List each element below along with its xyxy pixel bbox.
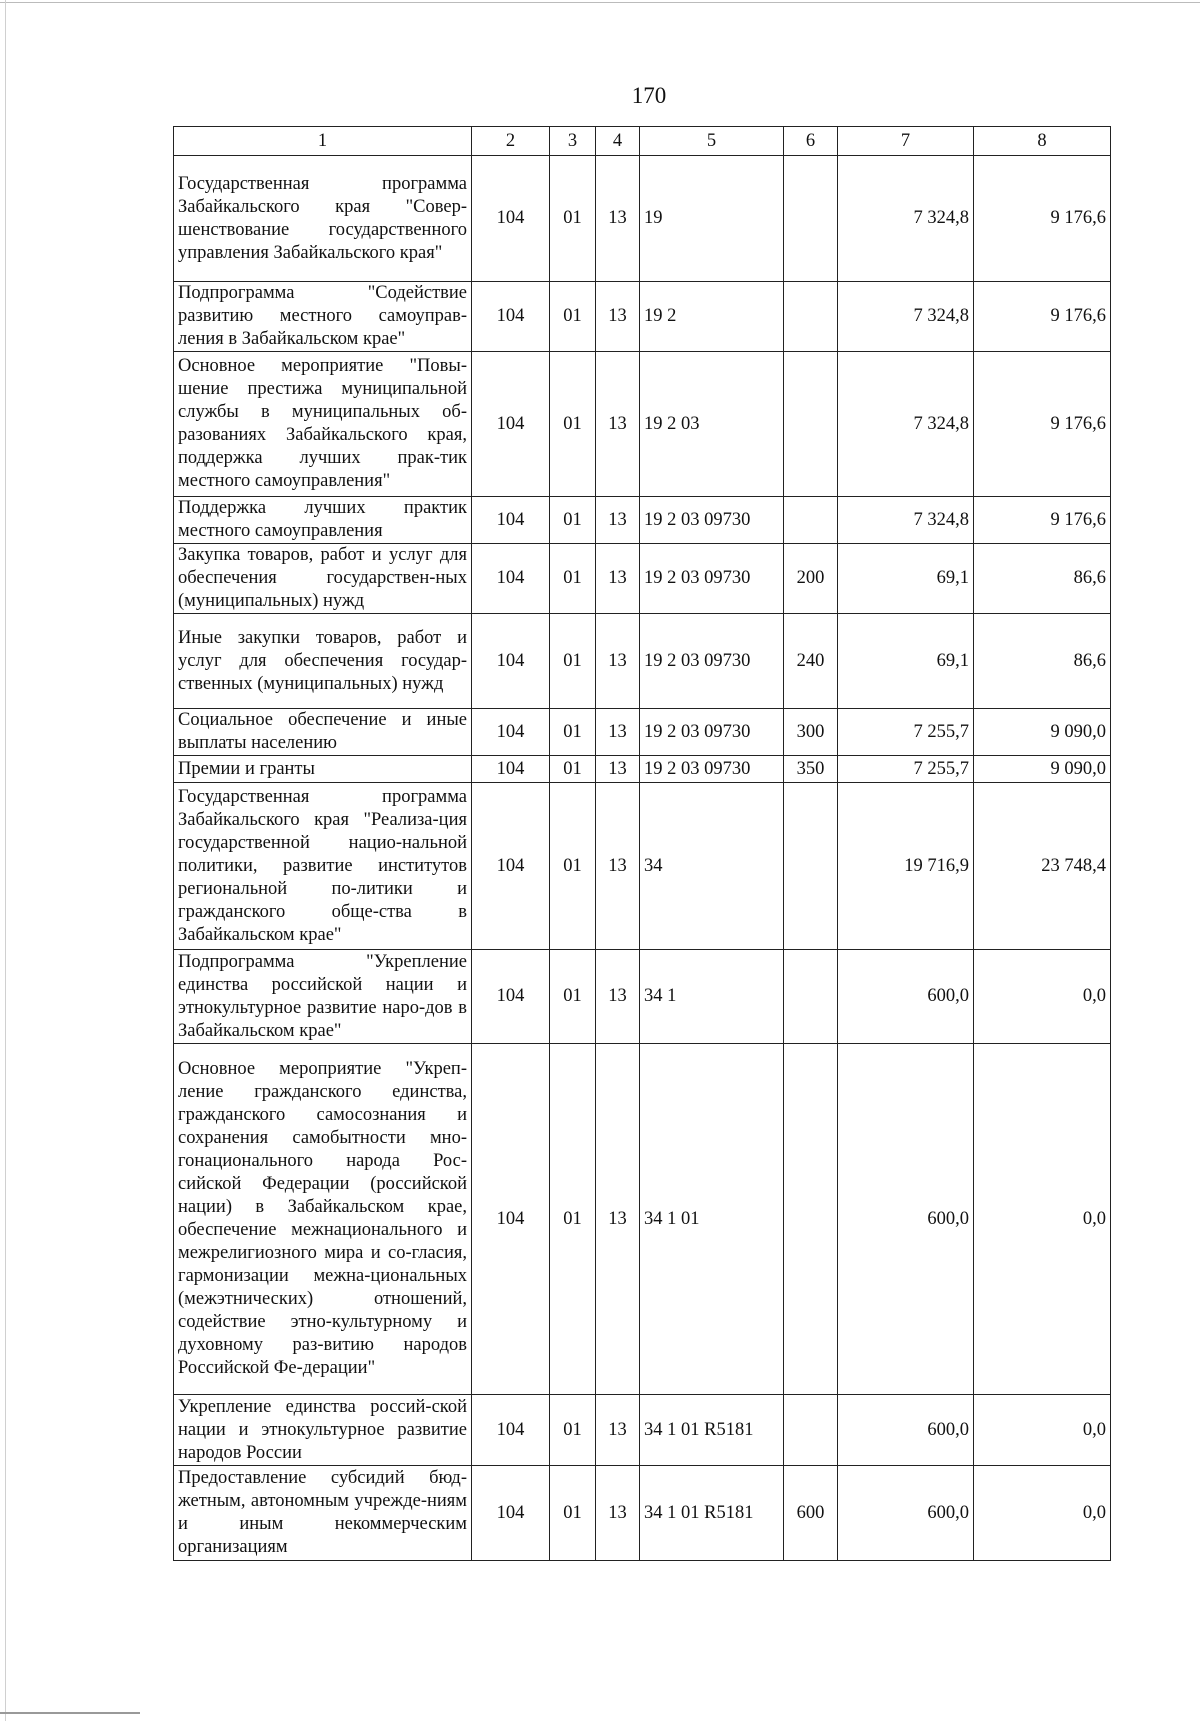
cell-amount-2: 0,0 <box>974 1466 1111 1561</box>
cell-amount-2: 9 176,6 <box>974 352 1111 497</box>
page-number: 170 <box>631 83 667 108</box>
cell-expense-type <box>784 1395 838 1466</box>
row-name: Премии и гранты <box>174 756 472 783</box>
cell-expense-type <box>784 783 838 950</box>
cell-target-article: 19 2 03 09730 <box>640 544 784 614</box>
row-name: Поддержка лучших практик местного самоуправления <box>174 497 472 544</box>
column-header-4: 4 <box>596 127 640 156</box>
cell-amount-1: 600,0 <box>838 1044 974 1395</box>
cell-subsection: 01 <box>550 709 596 756</box>
row-name: Иные закупки товаров, работ и услуг для обеспечения государ-ственных (муниципальных) нужд <box>174 614 472 709</box>
scan-edge-bottom <box>0 1712 140 1714</box>
header-row <box>174 127 1111 156</box>
cell-section: 104 <box>472 156 550 282</box>
cell-amount-1: 7 255,7 <box>838 709 974 756</box>
cell-subsection: 01 <box>550 614 596 709</box>
column-header-5: 5 <box>640 127 784 156</box>
row-name: Государственная программа Забайкальского края "Реализа-ция государственной нацио-нальной политики, развитие институтов региональной по-литики и гражданского обще-ства в Забайкальском крае" <box>174 783 472 950</box>
cell-amount-2: 86,6 <box>974 614 1111 709</box>
cell-expense-type <box>784 352 838 497</box>
cell-expense-type: 300 <box>784 709 838 756</box>
cell-subsection: 01 <box>550 282 596 352</box>
row-name: Социальное обеспечение и иные выплаты населению <box>174 709 472 756</box>
table-row <box>174 783 1111 950</box>
cell-target-article: 34 <box>640 783 784 950</box>
cell-expense-type: 600 <box>784 1466 838 1561</box>
cell-section: 104 <box>472 709 550 756</box>
cell-expense-type: 350 <box>784 756 838 783</box>
row-name: Подпрограмма "Содействие развитию местного самоуправ-ления в Забайкальском крае" <box>174 282 472 352</box>
cell-section: 104 <box>472 497 550 544</box>
row-name: Государственная программа Забайкальского края "Совер-шенствование государственного управления Забайкальского края" <box>174 156 472 282</box>
cell-expense-type <box>784 950 838 1044</box>
cell-section: 104 <box>472 1466 550 1561</box>
cell-amount-1: 7 255,7 <box>838 756 974 783</box>
cell-amount-1: 7 324,8 <box>838 282 974 352</box>
cell-amount-1: 69,1 <box>838 614 974 709</box>
cell-target-article: 19 2 03 09730 <box>640 614 784 709</box>
cell-section: 104 <box>472 783 550 950</box>
cell-expense-type <box>784 156 838 282</box>
cell-amount-2: 0,0 <box>974 1395 1111 1466</box>
cell-amount-2: 9 176,6 <box>974 282 1111 352</box>
cell-section: 104 <box>472 950 550 1044</box>
row-name: Основное мероприятие "Повы-шение престижа муниципальной службы в муниципальных об-разованиях Забайкальского края, поддержка лучших прак-тик местного самоуправления" <box>174 352 472 497</box>
table-row <box>174 756 1111 783</box>
cell-amount-1: 19 716,9 <box>838 783 974 950</box>
cell-expense-type: 240 <box>784 614 838 709</box>
cell-section: 104 <box>472 282 550 352</box>
cell-subsection-code: 13 <box>596 1395 640 1466</box>
cell-section: 104 <box>472 1044 550 1395</box>
cell-section: 104 <box>472 1395 550 1466</box>
cell-section: 104 <box>472 352 550 497</box>
row-name: Основное мероприятие "Укреп-ление гражданского единства, гражданского самосознания и сохранения самобытности мно-гонационального народа Рос-сийской Федерации (российской нации) в Забайкальском крае, обеспечение межнационального и межрелигиозного мира и со-гласия, гармонизации межна-циональных (межэтнических) отношений, содействие этно-культурному и духовному раз-витию народов Российской Фе-дерации" <box>174 1044 472 1395</box>
cell-subsection-code: 13 <box>596 352 640 497</box>
cell-subsection: 01 <box>550 352 596 497</box>
cell-target-article: 19 2 03 09730 <box>640 497 784 544</box>
column-header-1: 1 <box>174 127 472 156</box>
cell-subsection: 01 <box>550 1044 596 1395</box>
column-header-6: 6 <box>784 127 838 156</box>
cell-target-article: 19 2 03 09730 <box>640 756 784 783</box>
cell-amount-2: 0,0 <box>974 950 1111 1044</box>
table-row <box>174 1466 1111 1561</box>
cell-target-article: 19 <box>640 156 784 282</box>
cell-amount-2: 86,6 <box>974 544 1111 614</box>
cell-subsection-code: 13 <box>596 950 640 1044</box>
table-row <box>174 352 1111 497</box>
cell-target-article: 34 1 01 R5181 <box>640 1466 784 1561</box>
row-name: Подпрограмма "Укрепление единства российской нации и этнокультурное развитие наро-дов в Забайкальском крае" <box>174 950 472 1044</box>
table-row <box>174 156 1111 282</box>
cell-amount-2: 9 090,0 <box>974 709 1111 756</box>
table-row <box>174 1395 1111 1466</box>
cell-amount-1: 7 324,8 <box>838 497 974 544</box>
cell-target-article: 19 2 03 <box>640 352 784 497</box>
cell-amount-2: 9 090,0 <box>974 756 1111 783</box>
cell-subsection-code: 13 <box>596 1044 640 1395</box>
cell-section: 104 <box>472 756 550 783</box>
cell-subsection-code: 13 <box>596 497 640 544</box>
cell-expense-type <box>784 282 838 352</box>
cell-amount-1: 7 324,8 <box>838 352 974 497</box>
cell-amount-1: 600,0 <box>838 950 974 1044</box>
cell-amount-1: 69,1 <box>838 544 974 614</box>
row-name: Закупка товаров, работ и услуг для обеспечения государствен-ных (муниципальных) нужд <box>174 544 472 614</box>
cell-subsection-code: 13 <box>596 156 640 282</box>
cell-amount-1: 600,0 <box>838 1395 974 1466</box>
cell-subsection-code: 13 <box>596 282 640 352</box>
table-row <box>174 950 1111 1044</box>
cell-subsection-code: 13 <box>596 1466 640 1561</box>
cell-expense-type <box>784 497 838 544</box>
column-header-3: 3 <box>550 127 596 156</box>
cell-expense-type: 200 <box>784 544 838 614</box>
cell-subsection: 01 <box>550 950 596 1044</box>
cell-subsection-code: 13 <box>596 756 640 783</box>
cell-amount-1: 600,0 <box>838 1466 974 1561</box>
cell-section: 104 <box>472 544 550 614</box>
column-header-8: 8 <box>974 127 1111 156</box>
scan-edge-top <box>0 2 1200 3</box>
budget-table <box>173 126 1111 1561</box>
cell-target-article: 34 1 01 <box>640 1044 784 1395</box>
table-row <box>174 282 1111 352</box>
cell-subsection-code: 13 <box>596 709 640 756</box>
cell-subsection: 01 <box>550 1395 596 1466</box>
table-row <box>174 1044 1111 1395</box>
row-name: Укрепление единства россий-ской нации и этнокультурное развитие народов России <box>174 1395 472 1466</box>
column-header-2: 2 <box>472 127 550 156</box>
cell-subsection-code: 13 <box>596 614 640 709</box>
cell-subsection: 01 <box>550 783 596 950</box>
cell-target-article: 19 2 03 09730 <box>640 709 784 756</box>
cell-subsection: 01 <box>550 497 596 544</box>
cell-target-article: 19 2 <box>640 282 784 352</box>
cell-amount-2: 23 748,4 <box>974 783 1111 950</box>
cell-amount-2: 9 176,6 <box>974 156 1111 282</box>
cell-target-article: 34 1 01 R5181 <box>640 1395 784 1466</box>
cell-subsection-code: 13 <box>596 544 640 614</box>
cell-section: 104 <box>472 614 550 709</box>
cell-amount-2: 0,0 <box>974 1044 1111 1395</box>
cell-subsection: 01 <box>550 544 596 614</box>
cell-subsection: 01 <box>550 156 596 282</box>
cell-target-article: 34 1 <box>640 950 784 1044</box>
row-name: Предоставление субсидий бюд-жетным, автономным учрежде-ниям и иным некоммерческим организациям <box>174 1466 472 1561</box>
cell-subsection: 01 <box>550 1466 596 1561</box>
table-row <box>174 614 1111 709</box>
cell-amount-1: 7 324,8 <box>838 156 974 282</box>
cell-expense-type <box>784 1044 838 1395</box>
table-row <box>174 709 1111 756</box>
cell-subsection-code: 13 <box>596 783 640 950</box>
table-row <box>174 497 1111 544</box>
scan-edge-left <box>5 0 6 1721</box>
cell-amount-2: 9 176,6 <box>974 497 1111 544</box>
table-row <box>174 544 1111 614</box>
cell-subsection: 01 <box>550 756 596 783</box>
column-header-7: 7 <box>838 127 974 156</box>
